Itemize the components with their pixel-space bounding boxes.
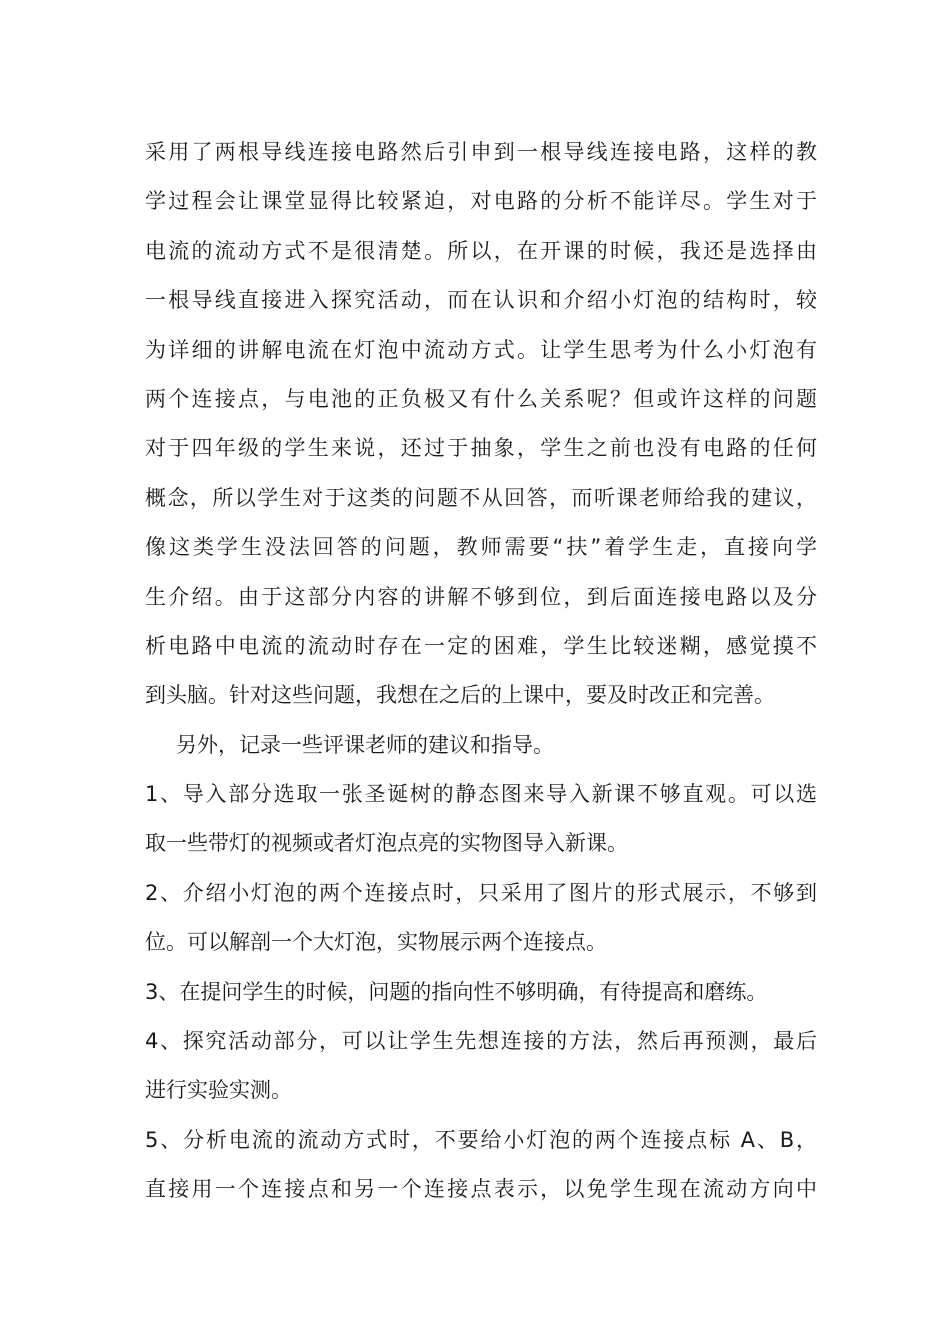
text-line: 对于四年级的学生来说，还过于抽象，学生之前也没有电路的任何: [145, 436, 817, 461]
text-line: 概念，所以学生对于这类的问题不从回答，而听课老师给我的建议，: [145, 485, 817, 510]
text-line: 一根导线直接进入探究活动，而在认识和介绍小灯泡的结构时，较: [145, 288, 817, 313]
text-line: 直接用一个连接点和另一个连接点表示，以免学生现在流动方向中: [145, 1177, 817, 1202]
text-line: 学过程会让课堂显得比较紧迫，对电路的分析不能详尽。学生对于: [145, 189, 817, 214]
text-line: 取一些带灯的视频或者灯泡点亮的实物图导入新课。: [145, 831, 628, 856]
text-line: 为详细的讲解电流在灯泡中流动方式。让学生思考为什么小灯泡有: [145, 337, 817, 362]
text-line: 3、在提问学生的时候，问题的指向性不够明确，有待提高和磨练。: [145, 979, 768, 1004]
text-line: 到头脑。针对这些问题，我想在之后的上课中，要及时改正和完善。: [145, 683, 775, 708]
text-line: 像这类学生没法回答的问题，教师需要“扶”着学生走，直接向学: [145, 535, 817, 560]
text-line: 进行实验实测。: [145, 1078, 292, 1103]
text-line: 位。可以解剖一个大灯泡，实物展示两个连接点。: [145, 930, 607, 955]
text-line: 电流的流动方式不是很清楚。所以，在开课的时候，我还是选择由: [145, 238, 817, 263]
text-line: 5、分析电流的流动方式时，不要给小灯泡的两个连接点标 A、B，: [145, 1127, 817, 1152]
text-line: 4、探究活动部分，可以让学生先想连接的方法，然后再预测，最后: [145, 1029, 817, 1054]
text-line: 另外，记录一些评课老师的建议和指导。: [176, 732, 554, 757]
text-line: 2、介绍小灯泡的两个连接点时，只采用了图片的形式展示，不够到: [145, 880, 817, 905]
text-line: 生介绍。由于这部分内容的讲解不够到位，到后面连接电路以及分: [145, 584, 817, 609]
text-line: 析电路中电流的流动时存在一定的困难，学生比较迷糊，感觉摸不: [145, 633, 817, 658]
text-line: 采用了两根导线连接电路然后引申到一根导线连接电路，这样的教: [145, 140, 817, 164]
body-text: [145, 128, 817, 1215]
text-line: 1、导入部分选取一张圣诞树的静态图来导入新课不够直观。可以选: [145, 782, 817, 807]
text-line: 两个连接点，与电池的正负极又有什么关系呢？但或许这样的问题: [145, 386, 817, 411]
